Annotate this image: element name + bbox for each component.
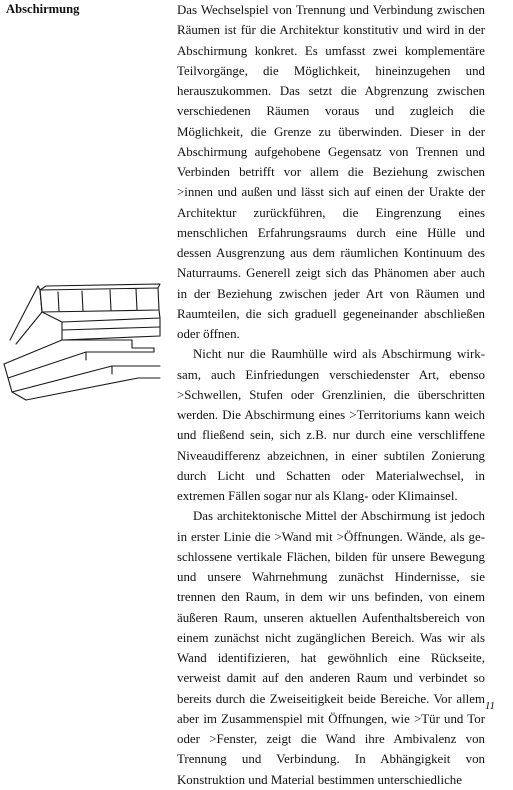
entry-title: Abschirmung	[6, 2, 80, 16]
body-text	[177, 0, 485, 790]
stair-wall-sketch	[2, 282, 162, 402]
page-number: 11	[484, 700, 495, 712]
paragraph-3: Das architektonische Mittel der Abschirmung ist jedoch in erster Linie die >Wand mit >Öffnungen. Wände, als geschlossene vertikale Flächen, bilden für unsere Bewegung und unsere Wahrnehmung zunächst Hindernisse, sie trennen den Raum, in dem wir uns befinden, von einem äußeren Raum, unseren aktuellen Aufenthaltsbereich von einem zunächst nicht zugänglichen Bereich. Was wir als Wand identifizieren, hat gewöhnlich eine Rückseite, verweist damit auf den anderen Raum und verbindet so bereits durch die Zweiseitigkeit beide Bereiche. Vor allem aber im Zusammenspiel mit Öffnungen, wie >Tür und Tor oder >Fenster, zeigt die Wand ihre Ambivalenz von Trennung und Verbindung. In Abhängigkeit von Konstruktion und Material bestimmen unterschiedliche	[177, 509, 485, 787]
paragraph-1: Das Wechselspiel von Trennung und Verbindung zwischen Räumen ist für die Architektur konstitutiv und wird in der Abschirmung konkret. Es umfasst zwei komplementäre Teilvorgänge, die Möglichkeit, hineinzugehen und herauszukommen. Das setzt die Abgrenzung zwischen verschiedenen Räumen voraus und zugleich die Möglichkeit, die Grenze zu überwinden. Dieser in der Abschirmung aufgehobene Gegensatz von Trennen und Verbinden betrifft vor allem die Beziehung zwischen >innen und außen und lässt sich auf einen der Urakte der Architektur zurückführen, die Eingrenzung eines menschlichen Erfahrungsraums durch eine Hülle und dessen Ausgrenzung aus dem räumlichen Kontinuum des Naturraums. Generell zeigt sich das Phänomen aber auch in der Beziehung zwischen jeder Art von Räumen und Raumteilen, die sich graduell gegeneinander abschließen oder öffnen.	[177, 3, 485, 341]
paragraph-2: Nicht nur die Raumhülle wird als Abschirmung wirksam, auch Einfriedungen verschiedenster Art, ebenso >Schwellen, Stufen oder Grenzlinien, die überschritten werden. Die Abschirmung eines >Territoriums kann weich und fließend sein, sich z.B. nur durch eine verschliffene Niveaudifferenz abzeichnen, in einer subtilen Zonierung durch Licht und Schatten oder Materialwechsel, in extremen Fällen sogar nur als Klang- oder Klimainsel.	[177, 347, 485, 503]
